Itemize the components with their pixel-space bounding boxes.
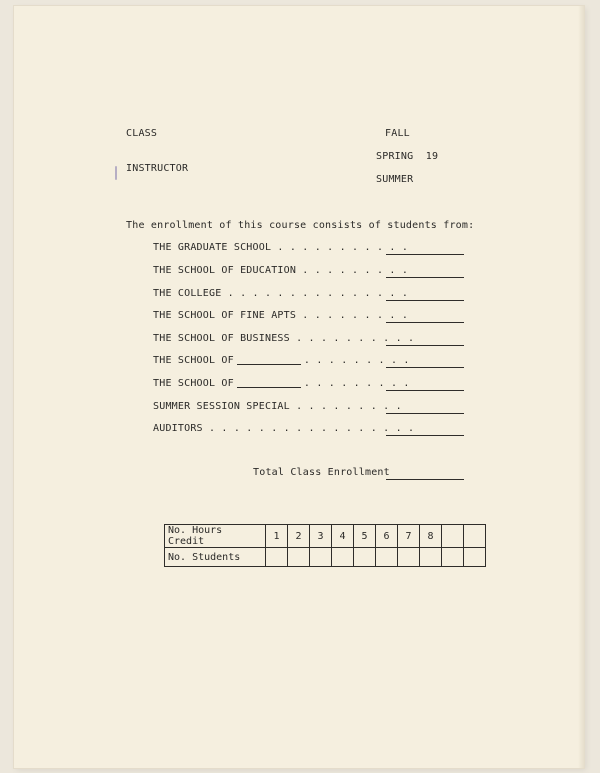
intro-text: The enrollment of this course consists of students from: [126,220,475,231]
students-cell[interactable] [288,548,310,567]
hours-cell: 6 [376,525,398,548]
class-label: CLASS [126,128,158,139]
pencil-mark [115,166,117,180]
school-row-graduate: THE GRADUATE SCHOOL . . . . . . . . . . . [153,242,409,253]
hours-cell: 8 [420,525,442,548]
school-row-other-2-blank[interactable] [386,390,464,391]
hours-credit-label: No. Hours Credit [165,525,266,548]
school-row-other-1-blank[interactable] [386,367,464,368]
students-label: No. Students [165,548,266,567]
school-row-other-2-prefix: THE SCHOOL OF [153,378,234,389]
hours-cell: 5 [354,525,376,548]
students-cell[interactable] [464,548,486,567]
school-row-college-blank[interactable] [386,300,464,301]
term-fall: FALL [385,128,410,139]
table-row [165,548,486,567]
school-row-fine-arts-blank[interactable] [386,322,464,323]
table-row [165,525,486,548]
students-cell[interactable] [420,548,442,567]
school-row-other-2 [153,378,410,389]
hours-cell: 4 [332,525,354,548]
hours-cell: 2 [288,525,310,548]
school-row-other-1-dots: . . . . . . . . . [303,355,410,366]
school-row-education-blank[interactable] [386,277,464,278]
school-row-business-blank[interactable] [386,345,464,346]
students-cell[interactable] [332,548,354,567]
term-spring [376,151,438,162]
school-row-business: THE SCHOOL OF BUSINESS . . . . . . . . . . [153,333,415,344]
school-row-education: THE SCHOOL OF EDUCATION . . . . . . . . . [153,265,409,276]
school-row-fine-arts: THE SCHOOL OF FINE APTS . . . . . . . . . [153,310,409,321]
school-row-college: THE COLLEGE . . . . . . . . . . . . . . . [153,288,409,299]
hours-cell [442,525,464,548]
hours-cell: 3 [310,525,332,548]
students-cell[interactable] [354,548,376,567]
form-sheet [14,6,584,768]
students-cell[interactable] [442,548,464,567]
hours-cell: 1 [266,525,288,548]
school-row-other-2-name-blank[interactable] [237,387,301,388]
term-spring-label: SPRING [376,151,414,162]
credit-hours-table [164,524,486,567]
year-prefix: 19 [425,151,439,162]
hours-cell [464,525,486,548]
students-cell[interactable] [398,548,420,567]
school-row-other-1-prefix: THE SCHOOL OF [153,355,234,366]
total-enrollment-blank[interactable] [386,479,464,480]
total-enrollment-label: Total Class Enrollment [253,467,390,478]
school-row-summer-special: SUMMER SESSION SPECIAL . . . . . . . . . [153,401,402,412]
students-cell[interactable] [266,548,288,567]
students-cell[interactable] [376,548,398,567]
students-cell[interactable] [310,548,332,567]
school-row-other-1-name-blank[interactable] [237,364,301,365]
school-row-other-1 [153,355,410,366]
term-summer: SUMMER [376,174,414,185]
instructor-label: INSTRUCTOR [126,163,189,174]
school-row-auditors-blank[interactable] [386,435,464,436]
school-row-graduate-blank[interactable] [386,254,464,255]
school-row-auditors: AUDITORS . . . . . . . . . . . . . . . . . [153,423,415,434]
school-row-summer-special-blank[interactable] [386,413,464,414]
hours-cell: 7 [398,525,420,548]
school-row-other-2-dots: . . . . . . . . . [303,378,410,389]
